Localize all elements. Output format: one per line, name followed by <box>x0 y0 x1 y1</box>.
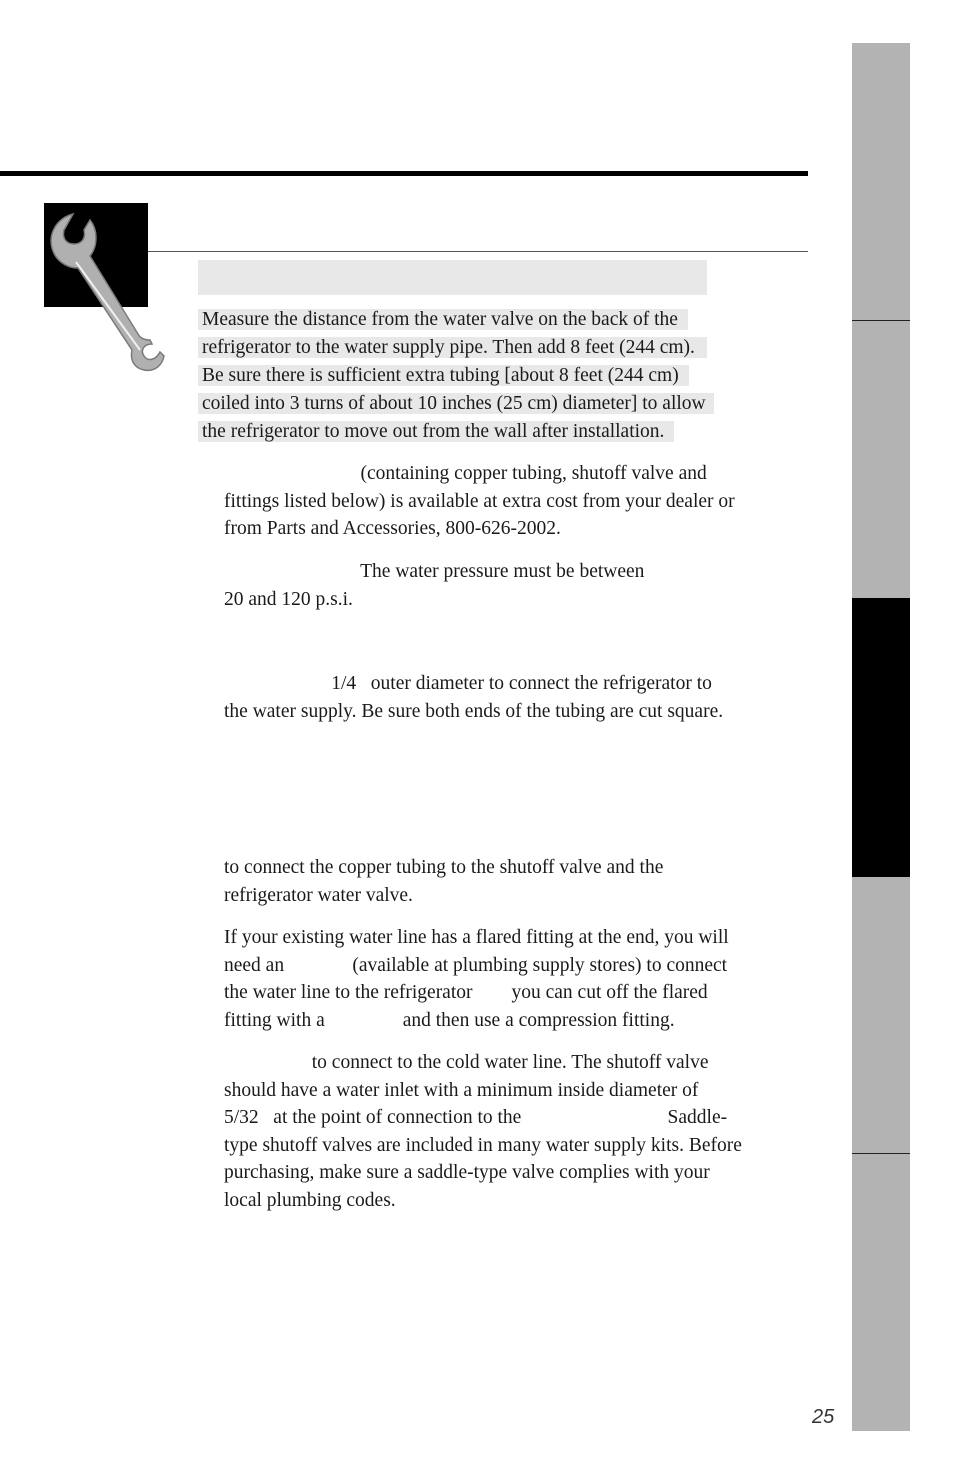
text-line: to connect the copper tubing to the shutoff valve and the <box>224 857 664 878</box>
text-line: type shutoff valves are included in many water supply kits. Before <box>224 1134 742 1156</box>
wrench-icon <box>40 200 190 380</box>
intro-paragraph <box>198 306 714 446</box>
section-tab <box>852 1154 910 1431</box>
top-rule <box>0 171 808 176</box>
intro-line: Be sure there is sufficient extra tubing [about 8 feet (244 cm) <box>198 362 714 390</box>
section-tabs <box>852 43 910 1431</box>
tubing-paragraph <box>224 670 723 725</box>
text-line: 5/32 at the point of connection to the Saddle- <box>224 1107 728 1128</box>
text-line: fittings listed below) is available at extra cost from your dealer or <box>224 490 735 512</box>
fittings-paragraph <box>224 854 663 909</box>
intro-line: the refrigerator to move out from the wall after installation. <box>198 418 714 446</box>
section-tab <box>852 321 910 598</box>
section-heading-bar <box>198 260 707 295</box>
text-line: to connect to the cold water line. The shutoff valve <box>224 1052 709 1073</box>
intro-line: coiled into 3 turns of about 10 inches (25 cm) diameter] to allow <box>198 390 714 418</box>
section-tab-active <box>852 598 910 877</box>
intro-line: Measure the distance from the water valve on the back of the <box>198 306 714 334</box>
text-line: local plumbing codes. <box>224 1189 396 1211</box>
text-line: (containing copper tubing, shutoff valve and <box>224 463 707 484</box>
text-line: If your existing water line has a flared fitting at the end, you will <box>224 927 729 948</box>
flared-fitting-paragraph <box>224 924 729 1034</box>
section-rule <box>148 251 808 252</box>
section-tab <box>852 43 910 320</box>
text-line: 20 and 120 p.s.i. <box>224 588 353 610</box>
intro-line: refrigerator to the water supply pipe. Then add 8 feet (244 cm). <box>198 334 714 362</box>
text-line: from Parts and Accessories, 800-626-2002. <box>224 518 561 539</box>
text-line: the water line to the refrigerator you can cut off the flared <box>224 982 708 1003</box>
shutoff-valve-paragraph <box>224 1049 742 1214</box>
section-tab <box>852 877 910 1153</box>
text-line: refrigerator water valve. <box>224 884 413 906</box>
text-line: need an (available at plumbing supply stores) to connect <box>224 954 728 976</box>
page-number: 25 <box>812 1406 835 1428</box>
kit-paragraph <box>224 460 735 543</box>
text-line: purchasing, make sure a saddle-type valve complies with your <box>224 1162 710 1183</box>
text-line: The water pressure must be between <box>224 561 645 582</box>
text-line: 1/4 outer diameter to connect the refrigerator to <box>224 673 712 694</box>
text-line: the water supply. Be sure both ends of the tubing are cut square. <box>224 700 724 722</box>
pressure-paragraph <box>224 558 644 613</box>
text-line: should have a water inlet with a minimum inside diameter of <box>224 1079 699 1101</box>
text-line: fitting with a and then use a compression fitting. <box>224 1009 675 1031</box>
